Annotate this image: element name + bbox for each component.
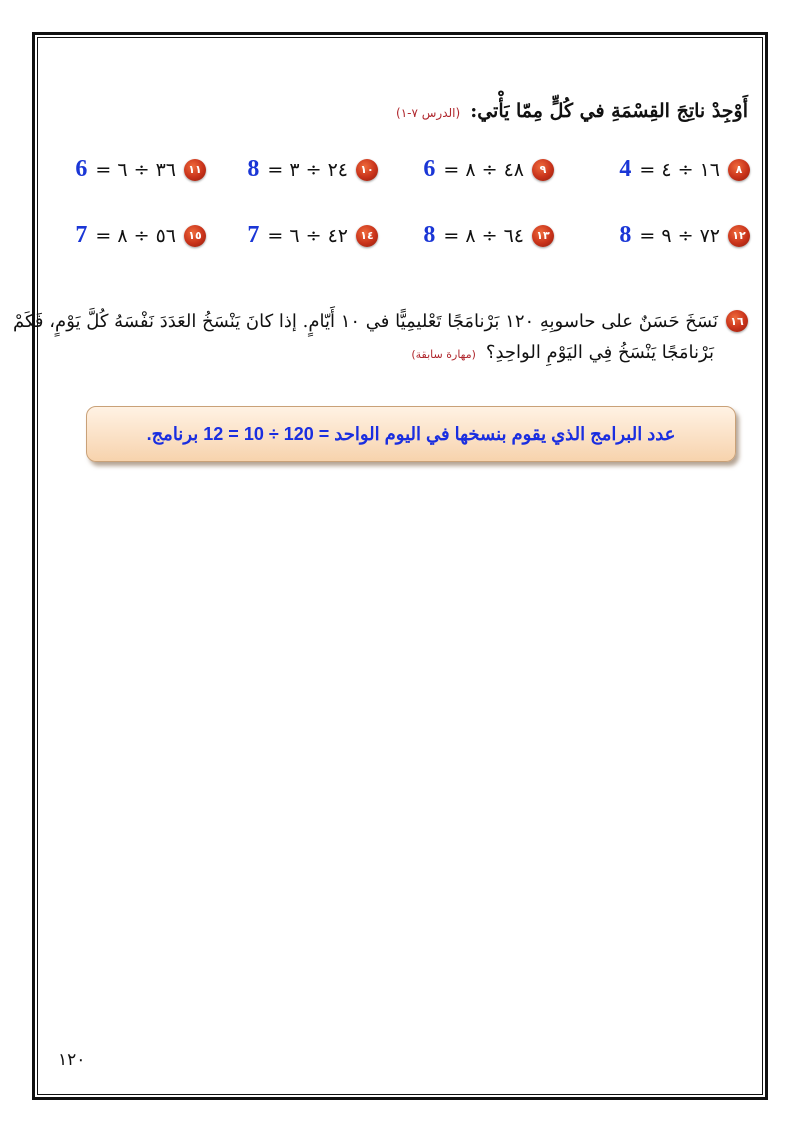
exercise-row-2 (60, 222, 750, 256)
exercise-item (75, 222, 206, 249)
exercise-item (619, 222, 750, 249)
exercise-number-badge: ١٥ (184, 225, 206, 247)
exercise-item (75, 156, 206, 183)
lesson-reference: (الدرس ٧-١) (396, 106, 461, 120)
answer-box (86, 406, 736, 462)
division-expression: ٥٦ ÷ ٨ = (95, 224, 176, 247)
answer-value: 7 (247, 222, 260, 248)
answer-value: 6 (423, 156, 436, 182)
exercise-number-badge: ١٤ (356, 225, 378, 247)
answer-value: 7 (75, 222, 88, 248)
problem-text-2: بَرْنامَجًا يَنْسَخُ فِي اليَوْمِ الواحِدِ؟ (485, 342, 714, 363)
exercise-number-badge: ١٢ (728, 225, 750, 247)
exercise-item (247, 222, 378, 249)
exercise-row-1 (60, 156, 750, 190)
exercise-item (423, 156, 554, 183)
problem-text-1: نَسَخَ حَسَنٌ على حاسوبِهِ ١٢٠ بَرْنامَجًا تَعْليمِيًّا في ١٠ أَيّامٍ. إذا كانَ يَنْسَخُ العَدَدَ نَفْسَهُ كُلَّ يَوْمٍ، فَكَمْ (13, 310, 718, 332)
division-expression: ٣٦ ÷ ٦ = (95, 158, 176, 181)
division-expression: ٤٢ ÷ ٦ = (267, 224, 348, 247)
exercise-number-badge: ١٠ (356, 159, 378, 181)
word-problem (13, 310, 748, 363)
exercise-item (423, 222, 554, 249)
word-problem-line-2 (60, 342, 714, 363)
division-expression: ٦٤ ÷ ٨ = (443, 224, 524, 247)
answer-value: 8 (619, 222, 632, 248)
word-problem-line-1 (13, 310, 748, 332)
division-expression: ٤٨ ÷ ٨ = (443, 158, 524, 181)
problem-number-badge: ١٦ (726, 310, 748, 332)
exercise-number-badge: ٨ (728, 159, 750, 181)
division-expression: ٧٢ ÷ ٩ = (639, 224, 720, 247)
exercise-number-badge: ١١ (184, 159, 206, 181)
page-number: ١٢٠ (58, 1050, 86, 1070)
answer-value: 8 (247, 156, 260, 182)
skill-tag: (مهارة سابقة) (411, 348, 476, 361)
answer-text: عدد البرامج الذي يقوم بنسخها في اليوم الواحد = 120 ÷ 10 = 12 برنامج. (146, 423, 676, 444)
instruction-text: أَوْجِدْ ناتِجَ القِسْمَةِ في كُلٍّ مِمّا يَأْتي: (470, 100, 748, 122)
answer-value: 8 (423, 222, 436, 248)
division-expression: ٢٤ ÷ ٣ = (267, 158, 348, 181)
exercise-number-badge: ١٣ (532, 225, 554, 247)
answer-value: 6 (75, 156, 88, 182)
exercise-item (619, 156, 750, 183)
exercise-number-badge: ٩ (532, 159, 554, 181)
answer-value: 4 (619, 156, 632, 182)
instruction-heading (396, 100, 748, 122)
division-expression: ١٦ ÷ ٤ = (639, 158, 720, 181)
exercise-item (247, 156, 378, 183)
